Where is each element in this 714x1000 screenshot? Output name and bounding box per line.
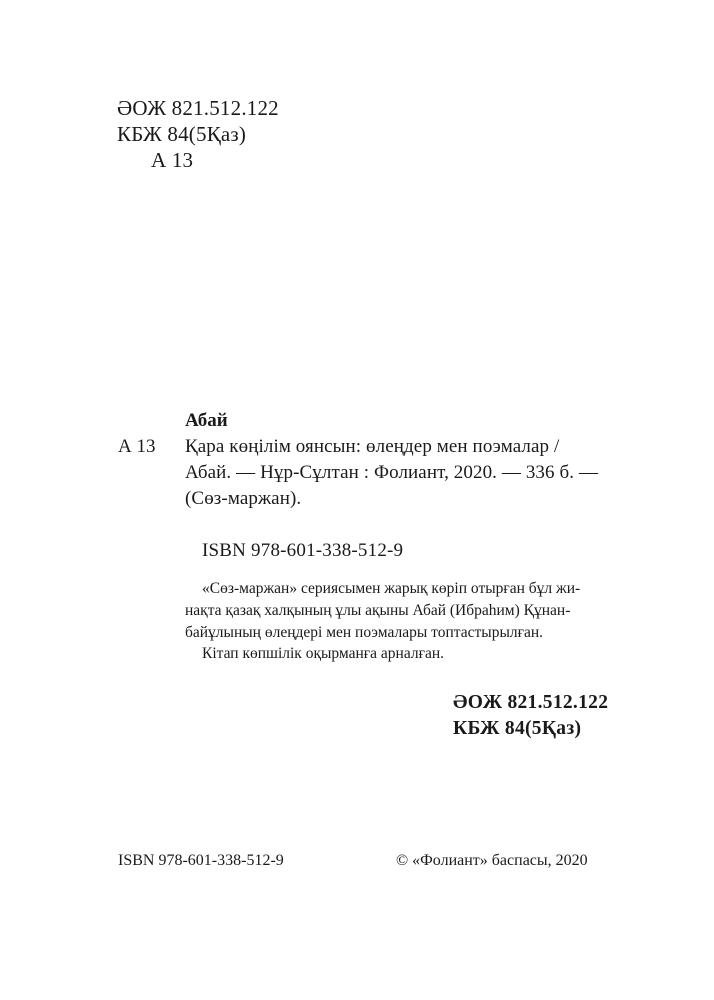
annotation-line-3: байұлының өлеңдері мен поэмалары топтастырылған. xyxy=(185,624,544,641)
top-udc-code: ӘОЖ 821.512.122 xyxy=(117,96,279,120)
catalog-title-line-3: (Сөз-маржан). xyxy=(185,488,302,509)
catalog-author-mark: А 13 xyxy=(118,436,156,457)
bottom-bbk-code: КБЖ 84(5Қаз) xyxy=(453,718,582,739)
footer-copyright: © «Фолиант» баспасы, 2020 xyxy=(396,852,588,869)
bottom-udc-code: ӘОЖ 821.512.122 xyxy=(453,692,609,713)
annotation-line-4: Кітап көпшілік оқырманға арналған. xyxy=(202,645,444,662)
annotation-line-1: «Сөз-маржан» сериясымен жарық көріп отырған бұл жи- xyxy=(202,580,581,597)
top-bbk-code: КБЖ 84(5Қаз) xyxy=(117,122,247,146)
catalog-title-line-2: Абай. — Нұр-Сұлтан : Фолиант, 2020. — 336 б. — xyxy=(185,462,599,483)
top-author-mark: А 13 xyxy=(151,148,194,172)
annotation-line-2: нақта қазақ халқының ұлы ақыны Абай (Ибраһим) Құнан- xyxy=(185,602,571,619)
footer-isbn: ISBN 978-601-338-512-9 xyxy=(118,852,284,869)
catalog-author: Абай xyxy=(185,410,228,431)
catalog-title-line-1: Қара көңілім оянсын: өлеңдер мен поэмалар / xyxy=(185,436,560,457)
catalog-isbn: ISBN 978-601-338-512-9 xyxy=(202,540,404,561)
